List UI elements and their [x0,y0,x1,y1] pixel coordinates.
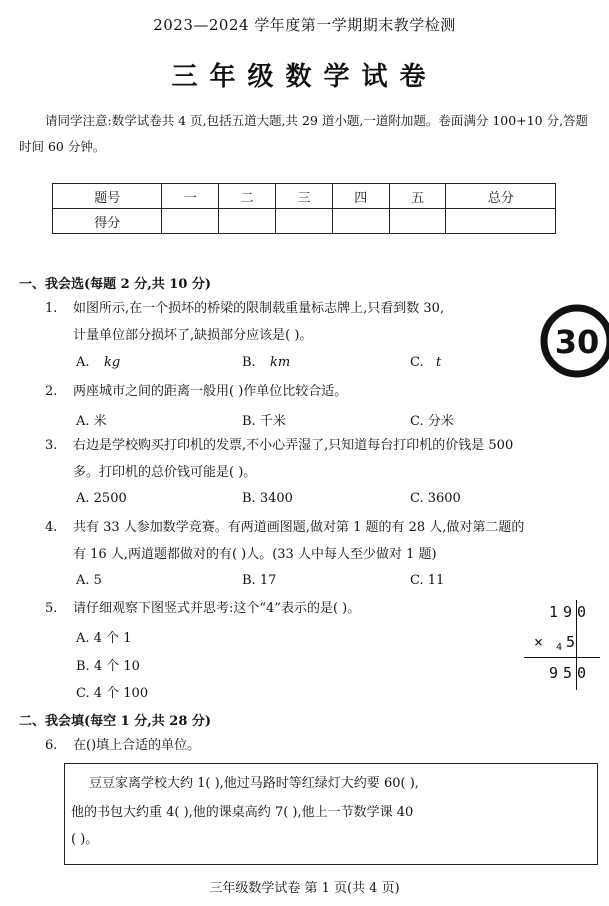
page-footer: 三年级数学试卷 第 1 页(共 4 页) [209,881,400,896]
question-text: 右边是学校购买打印机的发票,不小心弄湿了,只知道每台打印机的价钱是 500 [73,438,514,453]
question-text: 在()填上合适的单位。 [73,738,201,753]
option: B. 4 个 10 [76,659,140,674]
question-text: 请仔细观察下图竖式并思考:这个“4”表示的是( )。 [73,601,361,616]
score-cell: 题号 [53,184,162,209]
exam-notice: 请同学注意:数学试卷共 4 页,包括五道大题,共 29 道小题,一道附加题。卷面满分 100+10 分,答题时间 60 分钟。 [19,113,589,154]
option-value: t [436,355,442,370]
weight-limit-sign-icon [538,302,609,380]
exam-title: 三年级数学试卷 [171,62,438,92]
fill-line: 他的书包大约重 4( ),他的课桌高约 7( ),他上一节数学课 40 [71,805,414,820]
question-number: 2. [45,384,58,399]
score-cell: 二 [219,184,276,209]
score-cell: 三 [276,184,333,209]
option: B. 千米 [242,414,286,429]
fill-line: ( )。 [71,832,99,847]
option: C. 4 个 100 [76,686,149,701]
question-number: 6. [45,738,58,753]
question-number: 3. [45,438,58,453]
score-blank-cell[interactable] [219,209,276,234]
fill-in-box [64,763,598,865]
question-text: 共有 33 人参加数学竞赛。有两道画图题,做对第 1 题的有 28 人,做对第二题的 [73,520,525,535]
exam-term-title: 2023—2024 学年度第一学期期末教学检测 [153,16,456,34]
option-value: km [270,355,291,370]
vertical-multiplication [524,600,604,690]
score-table-score-row [53,209,556,234]
option: C. 分米 [410,414,454,429]
option: A. 米 [76,414,107,429]
score-table [52,183,556,234]
option: C. 11 [410,573,445,588]
section2-title: 二、我会填(每空 1 分,共 28 分) [19,714,212,729]
score-blank-cell[interactable] [332,209,389,234]
score-blank-cell[interactable] [276,209,333,234]
score-blank-cell[interactable] [389,209,446,234]
section1-title: 一、我会选(每题 2 分,共 10 分) [19,277,212,292]
score-table-header-row [53,184,556,209]
sign-number: 30 [554,323,600,361]
fill-line: 豆豆家离学校大约 1( ),他过马路时等红绿灯大约要 60( ), [89,776,419,791]
question-text: 有 16 人,两道题都做对的有( )人。(33 人中每人至少做对 1 题) [73,547,437,562]
score-cell: 五 [389,184,446,209]
multiplier: 5 [566,633,576,651]
question-text: 多。打印机的总价钱可能是( )。 [73,465,257,480]
question-number: 1. [45,301,58,316]
score-cell: 四 [332,184,389,209]
option-value: kg [104,355,121,370]
multiplicand: 190 [549,603,592,621]
option: A. 2500 [76,491,127,506]
question-number: 5. [45,601,58,616]
score-cell: 总分 [446,184,556,209]
option-label: A. [76,355,90,370]
question-number: 4. [45,520,58,535]
option-label: C. [410,355,424,370]
question-text: 计量单位部分损坏了,缺损部分应该是( )。 [73,328,313,343]
column-divider [576,600,577,690]
score-blank-cell[interactable] [162,209,219,234]
question-text: 如图所示,在一个损坏的桥梁的限制载重量标志牌上,只看到数 30, [73,301,445,316]
option: B. 3400 [242,491,293,506]
result-line [524,657,600,658]
option: B. 17 [242,573,277,588]
score-blank-cell[interactable] [446,209,556,234]
times-sign: × [534,633,544,651]
carry-digit: 4 [556,642,563,653]
option: C. 3600 [410,491,461,506]
score-cell: 一 [162,184,219,209]
option: A. 4 个 1 [76,631,132,646]
option: A. 5 [76,573,102,588]
question-text: 两座城市之间的距离一般用( )作单位比较合适。 [73,384,348,399]
score-cell: 得分 [53,209,162,234]
option-label: B. [242,355,256,370]
product: 950 [549,664,592,682]
